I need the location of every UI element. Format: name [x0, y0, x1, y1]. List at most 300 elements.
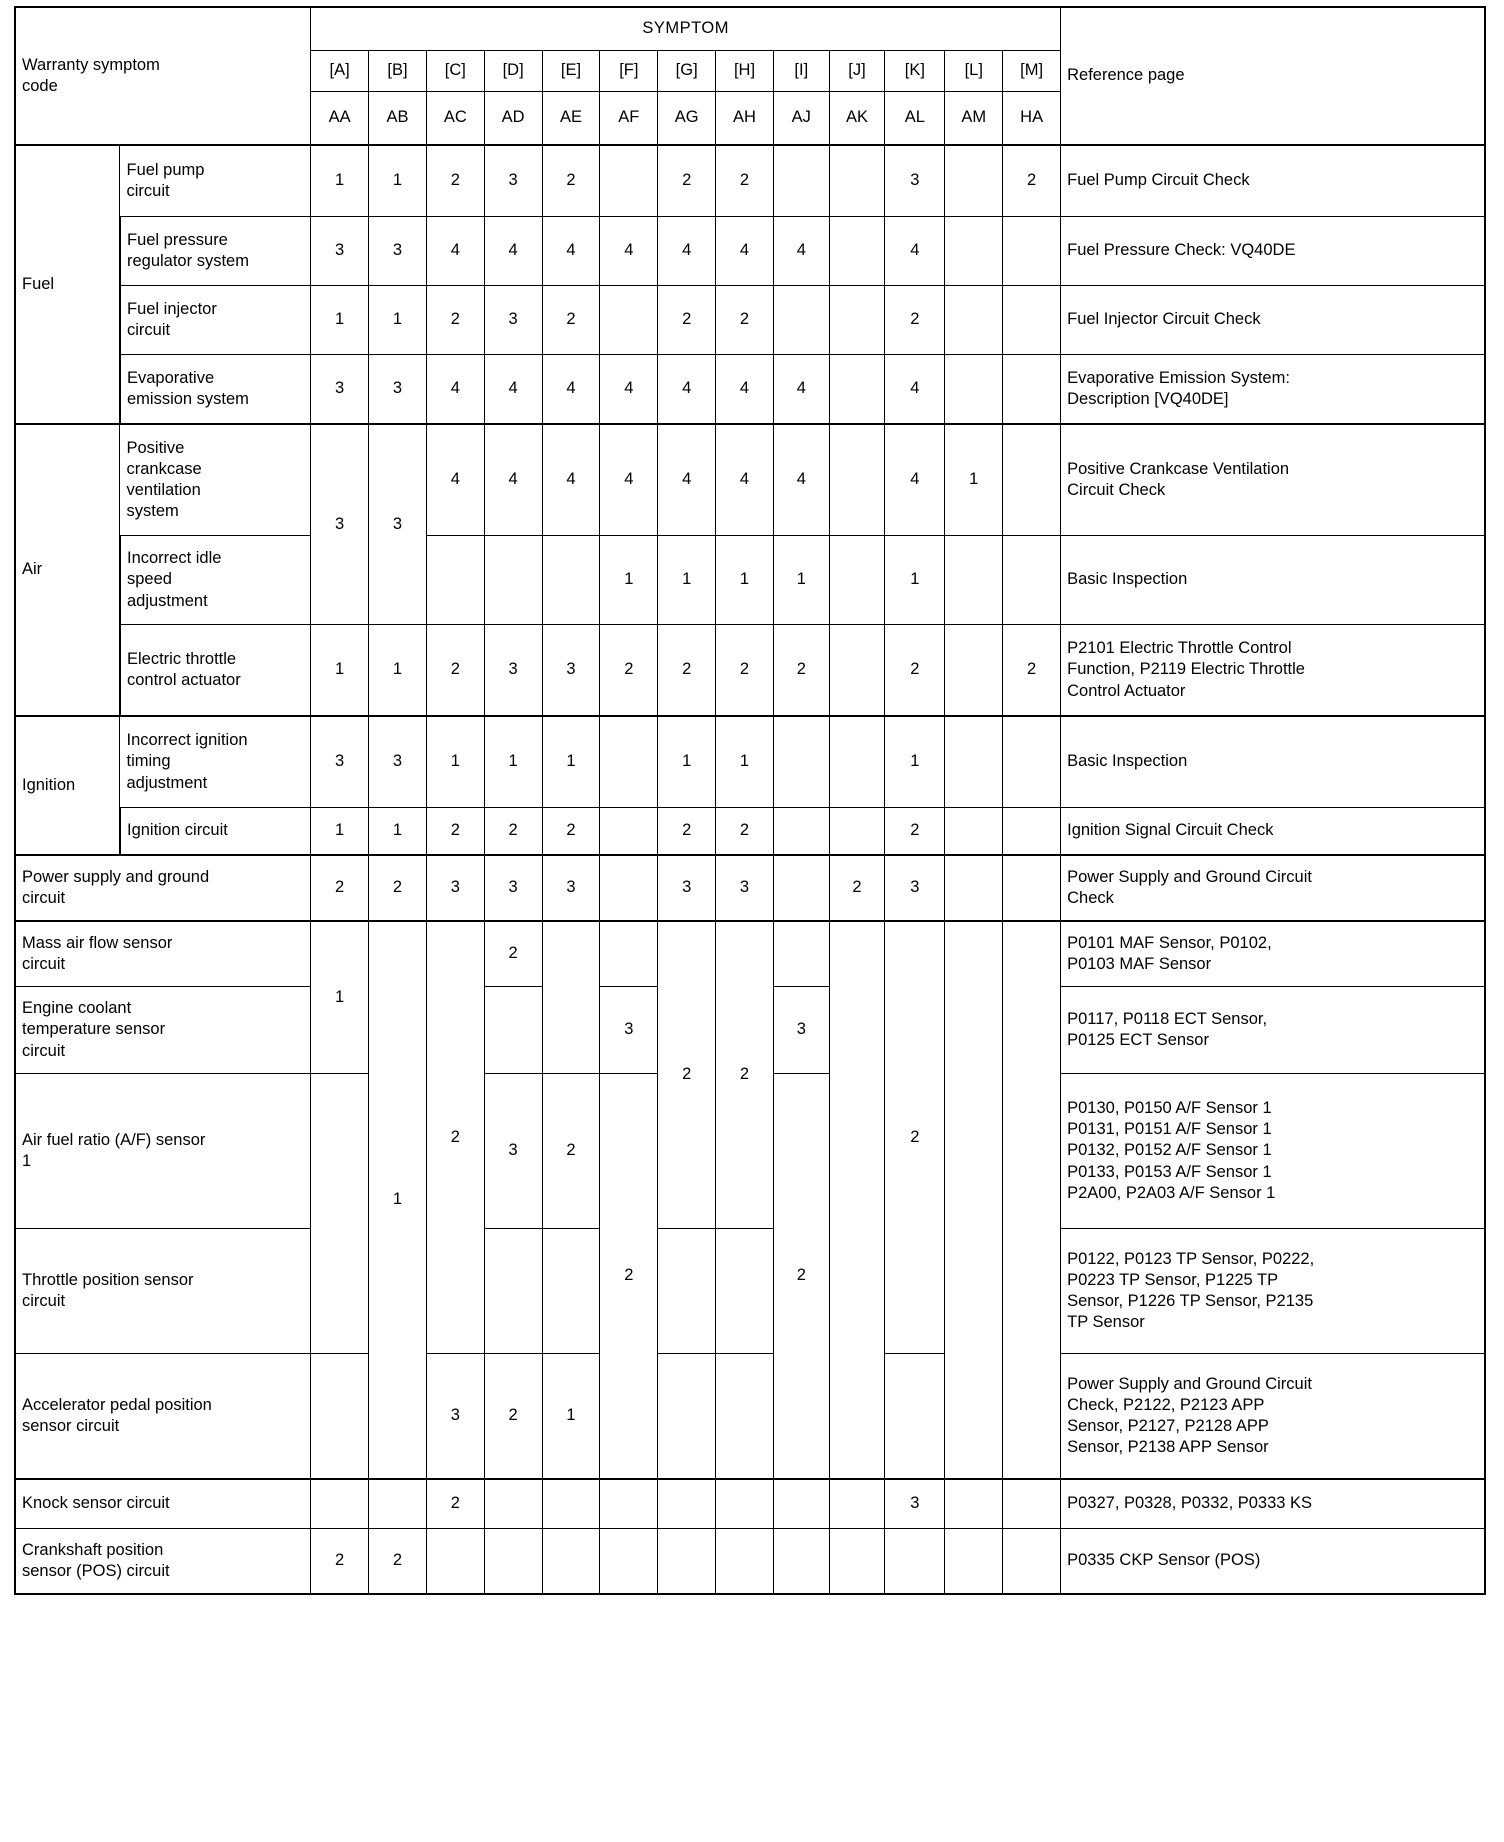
cell-ab: 2: [369, 855, 427, 921]
cell-af: 2: [600, 1074, 658, 1480]
cell-af: [600, 808, 658, 856]
cell-ae: 4: [542, 424, 600, 536]
cell-ah: 3: [716, 855, 774, 921]
cell-ag: 2: [658, 286, 716, 355]
cell-ab: 3: [369, 355, 427, 425]
item-line: Fuel pressure: [126, 230, 228, 249]
item-line: Engine coolant: [22, 999, 132, 1018]
table-row: [15, 1354, 1485, 1480]
cell-am: [945, 855, 1003, 921]
item-line: Positive: [126, 438, 185, 457]
cell-ha: [1003, 217, 1061, 286]
cell-al: 3: [885, 145, 945, 217]
reference-line: Positive Crankcase Ventilation: [1067, 459, 1290, 478]
cell-aa: 1: [311, 921, 369, 1074]
cell-ab: 1: [369, 625, 427, 717]
cell-ah: 2: [716, 625, 774, 717]
cell-ad: [484, 1479, 542, 1529]
cell-am: [945, 1479, 1003, 1529]
cell-ab: 3: [369, 424, 427, 625]
cell-ah: 1: [716, 536, 774, 625]
item-incorrect-idle-speed-adjustment: [120, 536, 311, 625]
table-header-row-symptom: [15, 7, 1485, 51]
cell-ae: 1: [542, 716, 600, 808]
cell-aa: 2: [311, 855, 369, 921]
cell-af: [600, 1529, 658, 1595]
cell-ah: 4: [716, 424, 774, 536]
cell-am: [945, 145, 1003, 217]
table-row: [15, 1229, 1485, 1354]
bracket-b: [B]: [369, 51, 427, 92]
cell-aa: 1: [311, 625, 369, 717]
bracket-h: [H]: [716, 51, 774, 92]
cell-ag: [658, 1354, 716, 1480]
cell-ah: 4: [716, 217, 774, 286]
table-row: [15, 855, 1485, 921]
cell-af: [600, 921, 658, 987]
reference-line: Evaporative Emission System:: [1067, 368, 1290, 387]
table-row: [15, 536, 1485, 625]
cell-ah: 4: [716, 355, 774, 425]
cell-am: [945, 217, 1003, 286]
cell-aa: 1: [311, 286, 369, 355]
bracket-m: [M]: [1003, 51, 1061, 92]
bracket-j: [J]: [829, 51, 885, 92]
cell-ha: [1003, 1479, 1061, 1529]
cell-am: [945, 716, 1003, 808]
cell-ak: [829, 286, 885, 355]
code-ad: AD: [484, 92, 542, 146]
cell-al: 2: [885, 808, 945, 856]
cell-am: [945, 808, 1003, 856]
table-row: [15, 1479, 1485, 1529]
cell-al: 1: [885, 536, 945, 625]
code-ac: AC: [426, 92, 484, 146]
cell-ad: 2: [484, 1354, 542, 1480]
cell-ae: [542, 1529, 600, 1595]
cell-ac: 4: [426, 355, 484, 425]
cell-ak: [829, 536, 885, 625]
reference-cell: [1061, 1229, 1485, 1354]
reference-line: P0101 MAF Sensor, P0102,: [1067, 933, 1272, 952]
cell-aj: [773, 808, 829, 856]
cell-ad: [484, 987, 542, 1074]
cell-ae: 4: [542, 355, 600, 425]
cell-ad: 2: [484, 921, 542, 987]
cell-ah: [716, 1479, 774, 1529]
cell-ac: 3: [426, 1354, 484, 1480]
cell-al: 4: [885, 217, 945, 286]
code-ak: AK: [829, 92, 885, 146]
table-row: [15, 625, 1485, 717]
cell-ac: 2: [426, 808, 484, 856]
cell-ha: 2: [1003, 145, 1061, 217]
item-line: temperature sensor: [22, 1020, 166, 1039]
cell-ha: [1003, 1529, 1061, 1595]
item-line: Incorrect ignition: [126, 731, 248, 750]
reference-cell: [1061, 424, 1485, 536]
cell-ah: [716, 1229, 774, 1354]
cell-af: [600, 145, 658, 217]
cell-ah: 2: [716, 921, 774, 1229]
reference-cell: P0327, P0328, P0332, P0333 KS: [1061, 1479, 1485, 1529]
cell-ad: 4: [484, 217, 542, 286]
cell-ac: 2: [426, 286, 484, 355]
cell-al: [885, 1354, 945, 1480]
cell-ad: 1: [484, 716, 542, 808]
cell-ak: [829, 217, 885, 286]
item-accelerator-pedal-position-sensor-circuit: [15, 1354, 311, 1480]
cell-ag: 2: [658, 625, 716, 717]
bracket-i: [I]: [773, 51, 829, 92]
cell-ag: 1: [658, 716, 716, 808]
code-aj: AJ: [773, 92, 829, 146]
item-line: Mass air flow sensor: [22, 933, 173, 952]
cell-ae: 2: [542, 145, 600, 217]
cell-ae: 3: [542, 855, 600, 921]
symptom-reference-table: [14, 6, 1486, 1595]
cell-al: 1: [885, 716, 945, 808]
reference-line: P0103 MAF Sensor: [1067, 955, 1212, 973]
reference-line: P0117, P0118 ECT Sensor,: [1067, 1009, 1268, 1028]
cell-ah: [716, 1354, 774, 1480]
cell-al: 4: [885, 355, 945, 425]
item-line: circuit: [22, 1292, 66, 1310]
cell-ac: 3: [426, 855, 484, 921]
cell-ac: 2: [426, 1479, 484, 1529]
cell-ae: [542, 536, 600, 625]
cell-aa: 3: [311, 217, 369, 286]
code-ab: AB: [369, 92, 427, 146]
reference-cell: [1061, 987, 1485, 1074]
item-fuel-pressure-regulator-system: [120, 217, 311, 286]
cell-ab: 2: [369, 1529, 427, 1595]
cell-af: [600, 716, 658, 808]
cell-ad: 3: [484, 145, 542, 217]
reference-line: Power Supply and Ground Circuit: [1067, 1374, 1312, 1393]
cell-af: 4: [600, 355, 658, 425]
reference-line: Control Actuator: [1067, 681, 1186, 700]
cell-af: 3: [600, 987, 658, 1074]
cell-aa: 3: [311, 716, 369, 808]
cell-ae: 2: [542, 808, 600, 856]
cell-ak: [829, 1529, 885, 1595]
item-line: sensor circuit: [22, 1417, 120, 1435]
item-line: ventilation: [126, 481, 201, 499]
reference-line: Circuit Check: [1067, 481, 1166, 499]
reference-line: P0125 ECT Sensor: [1067, 1031, 1209, 1049]
bracket-c: [C]: [426, 51, 484, 92]
cell-ad: 4: [484, 424, 542, 536]
cell-aj: [773, 1529, 829, 1595]
cell-aa: 1: [311, 145, 369, 217]
cell-al: [885, 1529, 945, 1595]
cell-ah: 1: [716, 716, 774, 808]
bracket-d: [D]: [484, 51, 542, 92]
item-crankshaft-position-sensor-circuit: [15, 1529, 311, 1595]
item-positive-crankcase-ventilation-system: [120, 424, 311, 536]
cell-ac: 2: [426, 625, 484, 717]
item-line: control actuator: [126, 671, 241, 689]
reference-cell: [1061, 1074, 1485, 1229]
reference-line: Description [VQ40DE]: [1067, 390, 1229, 408]
cell-aa: 2: [311, 1529, 369, 1595]
cell-ag: 2: [658, 808, 716, 856]
item-line: system: [126, 502, 179, 521]
cell-al: 2: [885, 625, 945, 717]
cell-ad: 4: [484, 355, 542, 425]
cell-ha: [1003, 286, 1061, 355]
cell-ad: [484, 1229, 542, 1354]
cell-am: [945, 355, 1003, 425]
table-row: [15, 424, 1485, 536]
cell-ac: 2: [426, 921, 484, 1354]
reference-cell: [1061, 625, 1485, 717]
cell-af: 2: [600, 625, 658, 717]
reference-line: P0133, P0153 A/F Sensor 1: [1067, 1162, 1272, 1181]
cell-af: [600, 286, 658, 355]
item-line: Incorrect idle: [126, 549, 222, 568]
cell-aj: 4: [773, 217, 829, 286]
item-line: sensor (POS) circuit: [22, 1562, 170, 1580]
item-line: circuit: [22, 889, 66, 907]
item-knock-sensor-circuit: Knock sensor circuit: [15, 1479, 311, 1529]
cell-ab: 3: [369, 217, 427, 286]
cell-ad: 3: [484, 1074, 542, 1229]
bracket-k: [K]: [885, 51, 945, 92]
bracket-e: [E]: [542, 51, 600, 92]
item-electric-throttle-control-actuator: [120, 625, 311, 717]
reference-line: Check: [1067, 889, 1114, 907]
cell-ak: [829, 355, 885, 425]
reference-cell: P0335 CKP Sensor (POS): [1061, 1529, 1485, 1595]
cell-aj: 1: [773, 536, 829, 625]
bracket-a: [A]: [311, 51, 369, 92]
cell-ae: 2: [542, 286, 600, 355]
item-line: Accelerator pedal position: [22, 1395, 212, 1414]
code-ha: HA: [1003, 92, 1061, 146]
cell-ad: 3: [484, 286, 542, 355]
cell-ag: 2: [658, 145, 716, 217]
cell-ab: 1: [369, 286, 427, 355]
reference-line: P0223 TP Sensor, P1225 TP: [1067, 1270, 1279, 1289]
item-line: timing: [126, 752, 171, 771]
item-line: regulator system: [126, 252, 249, 270]
cell-am: [945, 1529, 1003, 1595]
reference-cell: Fuel Pressure Check: VQ40DE: [1061, 217, 1485, 286]
cell-ah: 2: [716, 145, 774, 217]
item-line: Air fuel ratio (A/F) sensor: [22, 1130, 206, 1149]
cell-ag: [658, 1229, 716, 1354]
item-line: Electric throttle: [126, 649, 237, 668]
cell-ak: [829, 921, 885, 1479]
cell-aj: [773, 286, 829, 355]
cell-ah: 2: [716, 286, 774, 355]
cell-am: [945, 625, 1003, 717]
symptom-header: SYMPTOM: [311, 7, 1061, 51]
group-ignition: Ignition: [15, 716, 120, 855]
cell-ac: 4: [426, 217, 484, 286]
cell-ak: [829, 1479, 885, 1529]
item-incorrect-ignition-timing-adjustment: [120, 716, 311, 808]
cell-ag: 2: [658, 921, 716, 1229]
cell-ad: 3: [484, 855, 542, 921]
item-line: circuit: [22, 955, 66, 973]
reference-line: Sensor, P1226 TP Sensor, P2135: [1067, 1292, 1314, 1310]
group-air: Air: [15, 424, 120, 716]
cell-aj: 4: [773, 424, 829, 536]
table-row: [15, 716, 1485, 808]
item-line: adjustment: [126, 773, 208, 792]
warranty-header-line2: code: [22, 77, 58, 95]
cell-ad: 2: [484, 808, 542, 856]
cell-ab: 3: [369, 716, 427, 808]
code-al: AL: [885, 92, 945, 146]
item-mass-air-flow-sensor-circuit: [15, 921, 311, 987]
cell-aj: [773, 1479, 829, 1529]
reference-cell: [1061, 355, 1485, 425]
item-line: emission system: [126, 390, 249, 408]
cell-ad: [484, 1529, 542, 1595]
reference-cell: Basic Inspection: [1061, 716, 1485, 808]
cell-aa: 1: [311, 808, 369, 856]
reference-line: TP Sensor: [1067, 1313, 1145, 1332]
table-row: [15, 217, 1485, 286]
reference-cell: Fuel Pump Circuit Check: [1061, 145, 1485, 217]
reference-line: P0122, P0123 TP Sensor, P0222,: [1067, 1249, 1315, 1268]
cell-ae: 2: [542, 1074, 600, 1229]
code-ag: AG: [658, 92, 716, 146]
cell-af: [600, 1479, 658, 1529]
reference-line: P0131, P0151 A/F Sensor 1: [1067, 1120, 1272, 1139]
item-throttle-position-sensor-circuit: [15, 1229, 311, 1354]
cell-ac: 2: [426, 145, 484, 217]
cell-ae: [542, 921, 600, 1074]
warranty-header-line1: Warranty symptom: [22, 55, 160, 74]
cell-ag: 1: [658, 536, 716, 625]
reference-line: P2101 Electric Throttle Control: [1067, 639, 1292, 658]
item-line: Throttle position sensor: [22, 1270, 194, 1289]
reference-cell: [1061, 855, 1485, 921]
item-line: circuit: [22, 1041, 66, 1060]
cell-ak: [829, 716, 885, 808]
cell-al: 3: [885, 855, 945, 921]
cell-ag: [658, 1479, 716, 1529]
reference-line: Function, P2119 Electric Throttle: [1067, 660, 1305, 679]
reference-line: Sensor, P2138 APP Sensor: [1067, 1438, 1269, 1457]
cell-ha: [1003, 424, 1061, 536]
cell-ab: 1: [369, 808, 427, 856]
cell-ag: 4: [658, 355, 716, 425]
cell-ac: 4: [426, 424, 484, 536]
cell-ha: [1003, 355, 1061, 425]
cell-am: [945, 536, 1003, 625]
warranty-symptom-code-header: [15, 7, 311, 145]
cell-al: 3: [885, 1479, 945, 1529]
reference-line: Check, P2122, P2123 APP: [1067, 1395, 1265, 1414]
group-fuel: Fuel: [15, 145, 120, 424]
cell-aj: [773, 855, 829, 921]
cell-aj: 2: [773, 625, 829, 717]
cell-aa: [311, 1479, 369, 1529]
item-line: Fuel injector: [126, 299, 217, 318]
item-line: 1: [22, 1152, 32, 1170]
item-engine-coolant-temperature-sensor-circuit: [15, 987, 311, 1074]
code-af: AF: [600, 92, 658, 146]
cell-ab: 1: [369, 921, 427, 1479]
cell-ag: [658, 1529, 716, 1595]
reference-cell: Basic Inspection: [1061, 536, 1485, 625]
table-row: [15, 145, 1485, 217]
cell-ac: [426, 536, 484, 625]
cell-ak: 2: [829, 855, 885, 921]
cell-ac: [426, 1529, 484, 1595]
cell-ae: [542, 1229, 600, 1354]
cell-ha: 2: [1003, 625, 1061, 717]
cell-aj: [773, 716, 829, 808]
reference-line: Power Supply and Ground Circuit: [1067, 867, 1312, 886]
cell-ag: 3: [658, 855, 716, 921]
code-am: AM: [945, 92, 1003, 146]
cell-aj: 2: [773, 1074, 829, 1480]
item-line: Crankshaft position: [22, 1540, 164, 1559]
reference-cell: Fuel Injector Circuit Check: [1061, 286, 1485, 355]
bracket-l: [L]: [945, 51, 1003, 92]
cell-am: 1: [945, 424, 1003, 536]
cell-al: 2: [885, 286, 945, 355]
table-row: [15, 355, 1485, 425]
reference-page-header: Reference page: [1061, 7, 1485, 145]
cell-aa: [311, 1354, 369, 1480]
code-ae: AE: [542, 92, 600, 146]
item-fuel-injector-circuit: [120, 286, 311, 355]
cell-ak: [829, 145, 885, 217]
table-row: [15, 808, 1485, 856]
item-line: crankcase: [126, 459, 202, 478]
cell-ae: 4: [542, 217, 600, 286]
item-air-fuel-ratio-sensor-1: [15, 1074, 311, 1229]
reference-cell: [1061, 921, 1485, 987]
cell-ah: [716, 1529, 774, 1595]
item-power-supply-and-ground-circuit: [15, 855, 311, 921]
cell-aa: [311, 1074, 369, 1354]
cell-aj: [773, 145, 829, 217]
cell-ab: 1: [369, 145, 427, 217]
cell-ac: 1: [426, 716, 484, 808]
cell-al: 4: [885, 424, 945, 536]
cell-ae: 3: [542, 625, 600, 717]
cell-ha: [1003, 536, 1061, 625]
reference-line: P0132, P0152 A/F Sensor 1: [1067, 1141, 1272, 1160]
cell-aa: 3: [311, 355, 369, 425]
reference-cell: [1061, 1354, 1485, 1480]
reference-cell: Ignition Signal Circuit Check: [1061, 808, 1485, 856]
cell-ab: [369, 1479, 427, 1529]
table-row: [15, 921, 1485, 987]
reference-line: P0130, P0150 A/F Sensor 1: [1067, 1099, 1272, 1118]
item-evaporative-emission-system: [120, 355, 311, 425]
cell-ha: [1003, 716, 1061, 808]
cell-am: [945, 921, 1003, 1479]
cell-aj: [773, 921, 829, 987]
cell-ha: [1003, 808, 1061, 856]
reference-line: Sensor, P2127, P2128 APP: [1067, 1417, 1269, 1435]
table-row: [15, 286, 1485, 355]
table-row: [15, 1529, 1485, 1595]
item-line: Fuel pump: [126, 160, 205, 179]
cell-ak: [829, 424, 885, 536]
cell-ak: [829, 808, 885, 856]
